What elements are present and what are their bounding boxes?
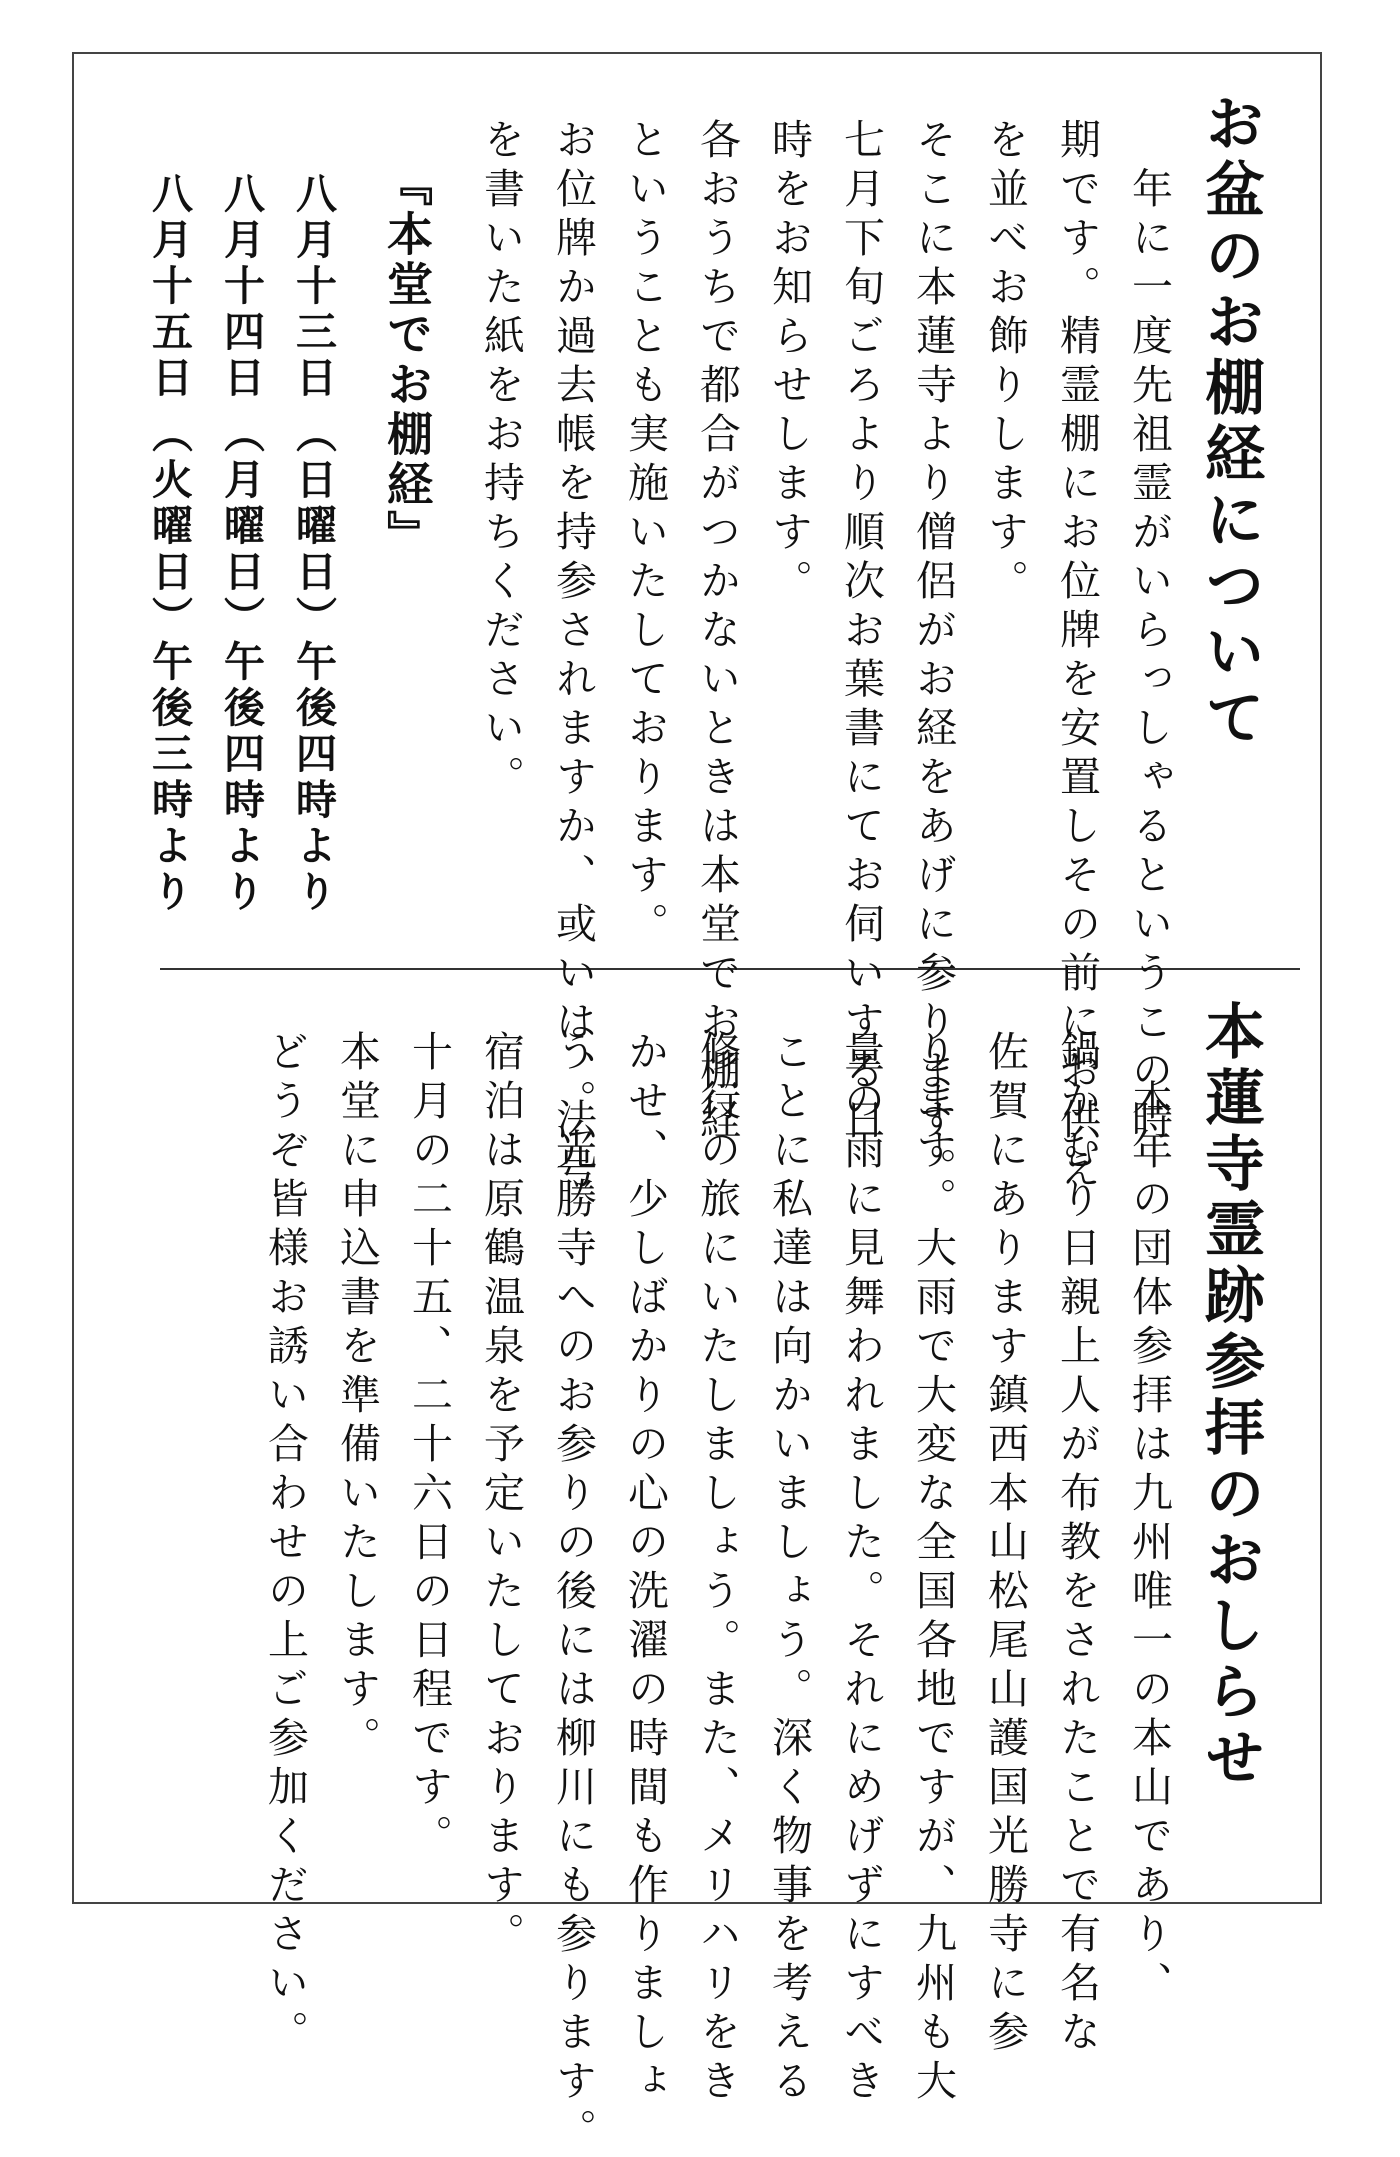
section2-title: 本蓮寺霊跡参拝のおしらせ <box>1195 1000 1265 1792</box>
section2-line: 鍋かむり日親上人が布教をされたことで有名な <box>1053 1030 1101 2059</box>
section2-line: ことに私達は向かいましょう。深く物事を考える <box>765 1030 813 2108</box>
section2-line: ります。大雨で大変な全国各地ですが、九州も大 <box>909 1030 957 2108</box>
section2-line: 佐賀にあります鎮西本山松尾山護国光勝寺に参 <box>981 1030 1029 2059</box>
section1-title: お盆のお棚経について <box>1195 92 1265 752</box>
section1-line: 年に一度先祖霊がいらっしゃるというこの時 <box>1125 118 1173 1147</box>
schedule-day: （月曜日） <box>217 412 265 642</box>
section2-line: 本年の団体参拝は九州唯一の本山であり、 <box>1125 1030 1173 2010</box>
schedule-date: 八月十三日 <box>289 172 337 402</box>
section1-line: 期です。精霊棚にお位牌を安置しその前にお供え <box>1053 118 1101 1196</box>
section1-line: を書いた紙をお持ちください。 <box>477 118 525 804</box>
section2-line: 宿泊は原鶴温泉を予定いたしております。 <box>477 1030 525 1961</box>
section2-line: 量の雨に見舞われました。それにめげずにすべき <box>837 1030 885 2108</box>
section1-line: 時をお知らせします。 <box>765 118 813 608</box>
section2-line: 十月の二十五、二十六日の日程です。 <box>405 1030 453 1863</box>
section2-line: かせ、少しばかりの心の洗濯の時間も作りましょ <box>621 1030 669 2108</box>
schedule-day: （火曜日） <box>145 412 193 642</box>
section1-line: 七月下旬ごろより順次お葉書にてお伺いする日 <box>837 118 885 1147</box>
section1-subheading: 『本堂でお棚経』 <box>380 160 434 560</box>
section1-line: 各おうちで都合がつかないときは本堂でお棚経 <box>693 118 741 1147</box>
schedule-day: （日曜日） <box>289 412 337 642</box>
section2-line: 修行の旅にいたしましょう。また、メリハリをき <box>693 1030 741 2108</box>
schedule-time: 午後四時より <box>289 640 337 916</box>
schedule-time: 午後三時より <box>145 640 193 916</box>
schedule-date: 八月十四日 <box>217 172 265 402</box>
section1-line: そこに本蓮寺より僧侶がお経をあげに参ります。 <box>909 118 957 1196</box>
section1-line: お位牌か過去帳を持参されますか、或いは、法号 <box>549 118 597 1196</box>
section1-line: ということも実施いたしております。 <box>621 118 669 951</box>
section1-line: を並べお飾りします。 <box>981 118 1029 608</box>
section2-line: 本堂に申込書を準備いたします。 <box>333 1030 381 1765</box>
section2-line: どうぞ皆様お誘い合わせの上ご参加ください。 <box>261 1030 309 2059</box>
schedule-time: 午後四時より <box>217 640 265 916</box>
schedule-date: 八月十五日 <box>145 172 193 402</box>
section2-line: う。光勝寺へのお参りの後には柳川にも参ります。 <box>549 1030 597 2157</box>
